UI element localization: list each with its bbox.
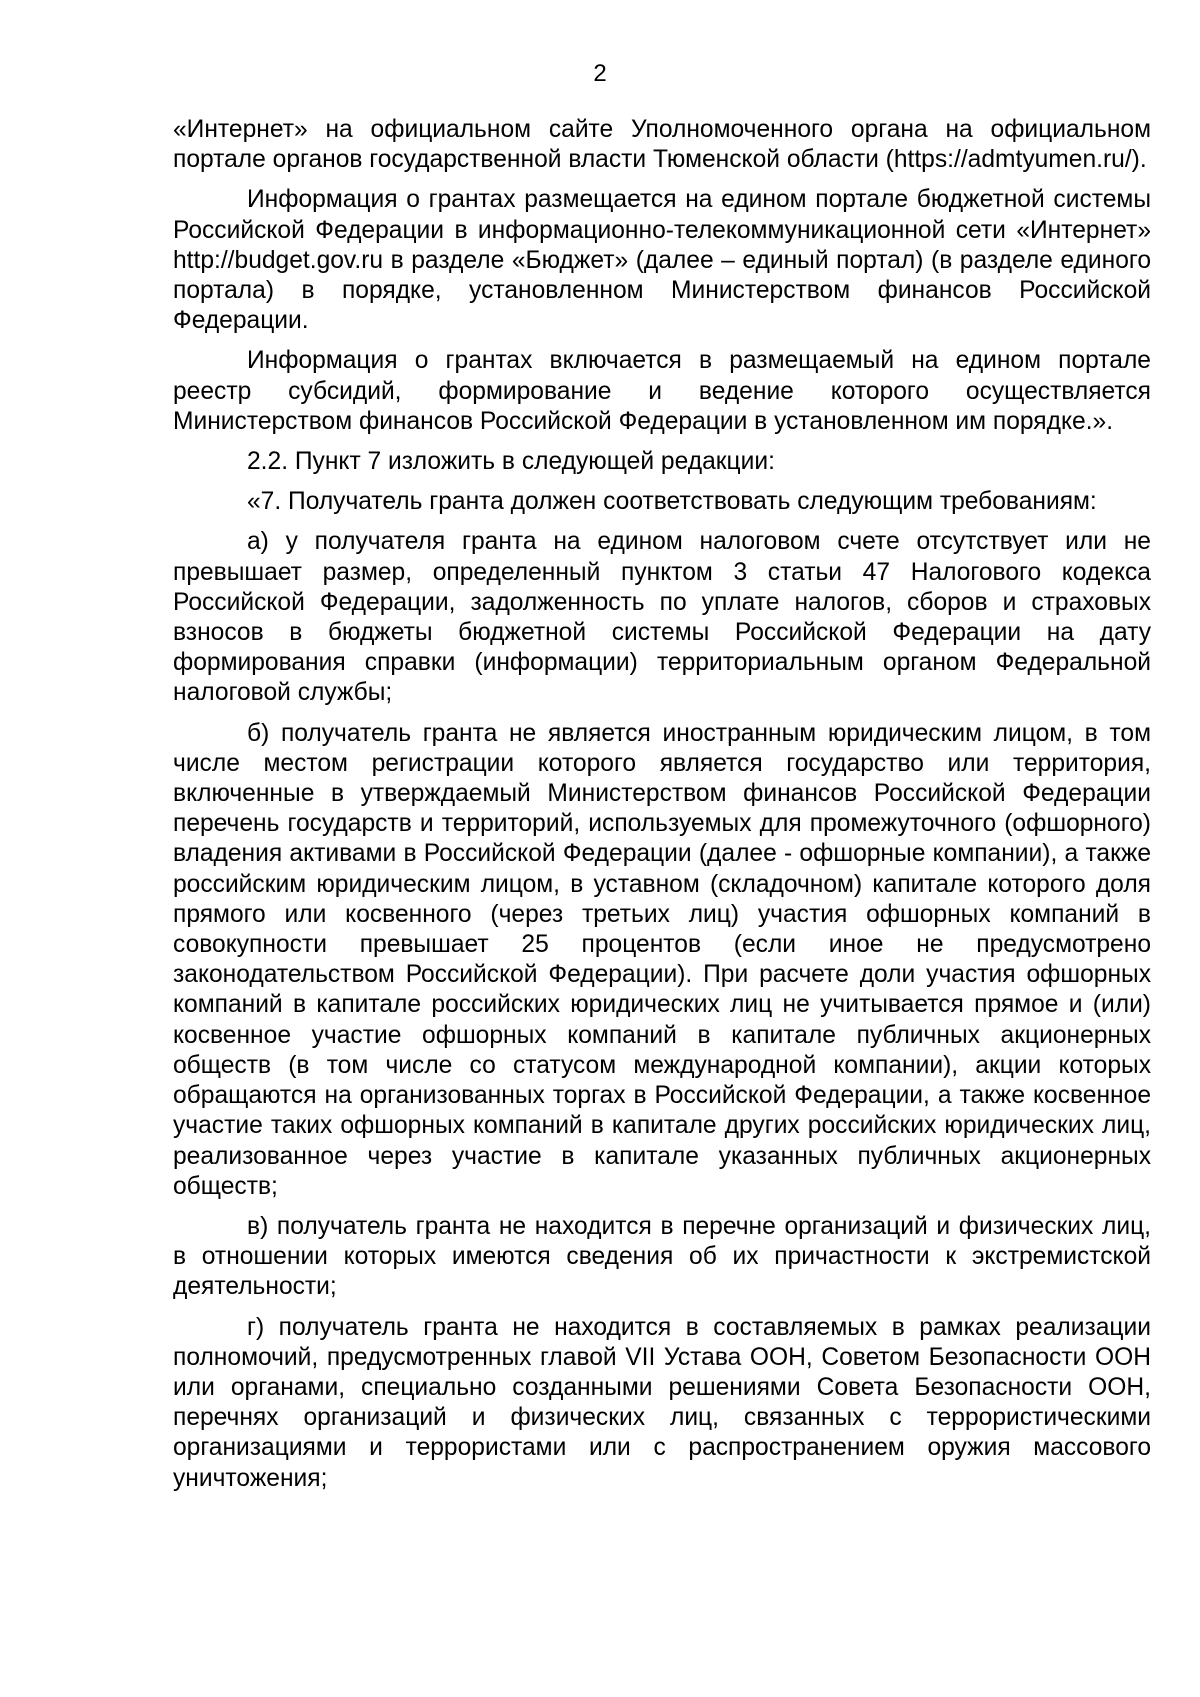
paragraph-grant-info-portal: Информация о грантах размещается на едином портале бюджетной системы Российской Федерации в информационно-телекоммуникационной сети «Интернет» http://budget.gov.ru в разделе «Бюджет» (далее – единый портал) (в разделе единого портала) в порядке, установленном Министерством финансов Российской Федерации. <box>173 186 1151 335</box>
paragraph-grant-registry: Информация о грантах включается в размещаемый на едином портале реестр субсидий, формирование и ведение которого осуществляется Министерством финансов Российской Федерации в установленном им порядке.». <box>173 347 1151 435</box>
paragraph-clause-7: «7. Получатель гранта должен соответствовать следующим требованиям: <box>247 488 1097 516</box>
page-number: 2 <box>593 60 607 87</box>
document-body <box>173 115 1151 1504</box>
paragraph-item-b: б) получатель гранта не является иностранным юридическим лицом, в том числе местом регистрации которого является государство или территория, включенные в утверждаемый Министерством финансов Российской Федерации перечень государств и территорий, используемых для промежуточного (офшорного) владения активами в Российской Федерации (далее - офшорные компании), а также российским юридическим лицом, в уставном (складочном) капитале которого доля прямого или косвенного (через третьих лиц) участия офшорных компаний в совокупности превышает 25 процентов (если иное не предусмотрено законодательством Российской Федерации). При расчете доли участия офшорных компаний в капитале российских юридических лиц не учитывается прямое и (или) косвенное участие офшорных компаний в капитале публичных акционерных обществ (в том числе со статусом международной компании), акции которых обращаются на организованных торгах в Российской Федерации, а также косвенное участие таких офшорных компаний в капитале других российских юридических лиц, реализованное через участие в капитале указанных публичных акционерных обществ; <box>173 719 1151 1200</box>
paragraph-item-a: а) у получателя гранта на едином налоговом счете отсутствует или не превышает размер, определенный пунктом 3 статьи 47 Налогового кодекса Российской Федерации, задолженность по уплате налогов, сборов и страховых взносов в бюджеты бюджетной системы Российской Федерации на дату формирования справки (информации) территориальным органом Федеральной налоговой службы; <box>173 528 1151 707</box>
paragraph-item-g: г) получатель гранта не находится в составляемых в рамках реализации полномочий, предусмотренных главой VII Устава ООН, Советом Безопасности ООН или органами, специально созданными решениями Совета Безопасности ООН, перечнях организаций и физических лиц, связанных с террористическими организациями и террористами или с распространением оружия массового уничтожения; <box>173 1313 1151 1492</box>
paragraph-continuation: «Интернет» на официальном сайте Уполномоченного органа на официальном портале органов государственной власти Тюменской области (https://admtyumen.ru/). <box>173 116 1151 174</box>
paragraph-clause-2-2: 2.2. Пункт 7 изложить в следующей редакции: <box>247 448 775 476</box>
paragraph-item-v: в) получатель гранта не находится в перечне организаций и физических лиц, в отношении которых имеются сведения об их причастности к экстремистской деятельности; <box>173 1212 1151 1301</box>
